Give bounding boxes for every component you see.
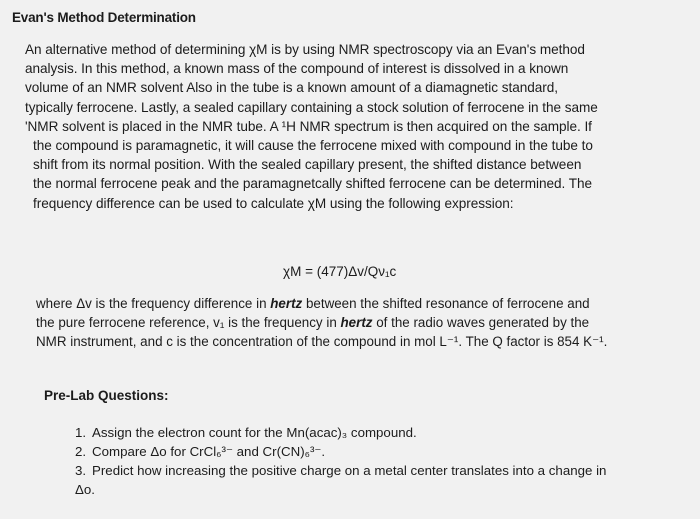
definitions-paragraph xyxy=(36,294,686,352)
intro-line: frequency difference can be used to calculate χM using the following expression: xyxy=(33,195,514,211)
intro-line: volume of an NMR solvent Also in the tube is a known amount of a diamagnetic standard, xyxy=(25,80,558,96)
evans-formula: χM = (477)Δv/Qν₁c xyxy=(283,264,397,279)
question-text: Assign the electron count for the Mn(acac)₃ compound. xyxy=(92,425,417,440)
question-item xyxy=(75,461,685,480)
intro-line: the normal ferrocene peak and the paramagnetcally shifted ferrocene can be determined. The xyxy=(33,176,592,192)
emphasis-text: hertz xyxy=(270,296,303,311)
question-number: 2. xyxy=(75,444,87,459)
intro-line: shift from its normal position. With the sealed capillary present, the shifted distance between xyxy=(33,157,582,173)
question-item xyxy=(75,442,685,461)
emphasis-text: hertz xyxy=(340,315,373,331)
question-text: Predict how increasing the positive charge on a metal center translates into a change in xyxy=(92,463,607,478)
question-text: Compare Δo for CrCl₆³⁻ and Cr(CN)₆³⁻. xyxy=(92,444,326,459)
question-number: 1. xyxy=(75,425,87,440)
intro-line: the compound is paramagnetic, it will cause the ferrocene mixed with compound in the tube to xyxy=(33,138,593,154)
definition-text: NMR instrument, and c is the concentration of the compound in mol L⁻¹. The Q factor is 854 K⁻¹. xyxy=(36,334,608,350)
intro-paragraph xyxy=(25,40,690,213)
intro-line: typically ferrocene. Lastly, a sealed capillary containing a stock solution of ferrocene in the same xyxy=(25,99,598,115)
intro-line: analysis. In this method, a known mass of the compound of interest is dissolved in a known xyxy=(25,61,569,77)
prelab-heading: Pre-Lab Questions: xyxy=(44,388,169,403)
intro-line: 'NMR solvent is placed in the NMR tube. A ¹H NMR spectrum is then acquired on the sample. If xyxy=(25,118,592,134)
definition-text: between the shifted resonance of ferrocene and xyxy=(302,296,590,311)
definition-text: the pure ferrocene reference, v₁ is the frequency in xyxy=(36,315,341,331)
intro-line: An alternative method of determining χM is by using NMR spectroscopy via an Evan's method xyxy=(25,42,585,57)
definition-line xyxy=(36,332,686,351)
definition-text: of the radio waves generated by the xyxy=(372,315,590,331)
definition-line xyxy=(36,313,686,332)
page-title: Evan's Method Determination xyxy=(12,10,196,25)
question-number: 3. xyxy=(75,463,87,478)
definition-line xyxy=(36,294,686,313)
question-continuation: Δo. xyxy=(75,482,95,497)
question-item xyxy=(75,423,685,442)
question-list xyxy=(75,423,685,499)
definition-text: where Δv is the frequency difference in xyxy=(36,296,271,311)
